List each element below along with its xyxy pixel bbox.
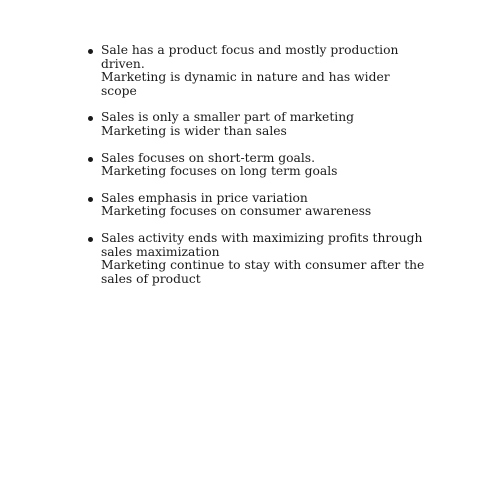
list-item (87, 232, 432, 286)
bullet-icon (88, 237, 93, 242)
list-item-line: Marketing focuses on consumer awareness (101, 204, 372, 219)
list-item-line: Marketing is dynamic in nature and has wider (101, 70, 390, 85)
list-item-line: Sales activity ends with maximizing profits through (101, 230, 423, 245)
sales-vs-marketing-list (87, 44, 432, 299)
list-item-line: sales of product (101, 271, 201, 286)
list-item-line: Marketing focuses on long term goals (101, 164, 338, 179)
list-item-line: Sales emphasis in price variation (101, 190, 308, 205)
bullet-icon (88, 157, 93, 162)
bullet-icon (88, 116, 93, 121)
list-item-line: Marketing continue to stay with consumer after the (101, 258, 425, 273)
list-item (87, 44, 432, 98)
list-item-line: Sales focuses on short-term goals. (101, 150, 316, 165)
list-item-line: driven. (101, 56, 145, 71)
list-item (87, 192, 432, 219)
list-item-line: scope (101, 83, 137, 98)
list-item (87, 152, 432, 179)
list-item-line: sales maximization (101, 244, 220, 259)
bullet-icon (88, 197, 93, 202)
list-item-line: Marketing is wider than sales (101, 123, 287, 138)
list-item (87, 111, 432, 138)
list-item-line: Sale has a product focus and mostly production (101, 43, 399, 57)
list-item-line: Sales is only a smaller part of marketing (101, 110, 354, 125)
bullet-icon (88, 49, 93, 54)
